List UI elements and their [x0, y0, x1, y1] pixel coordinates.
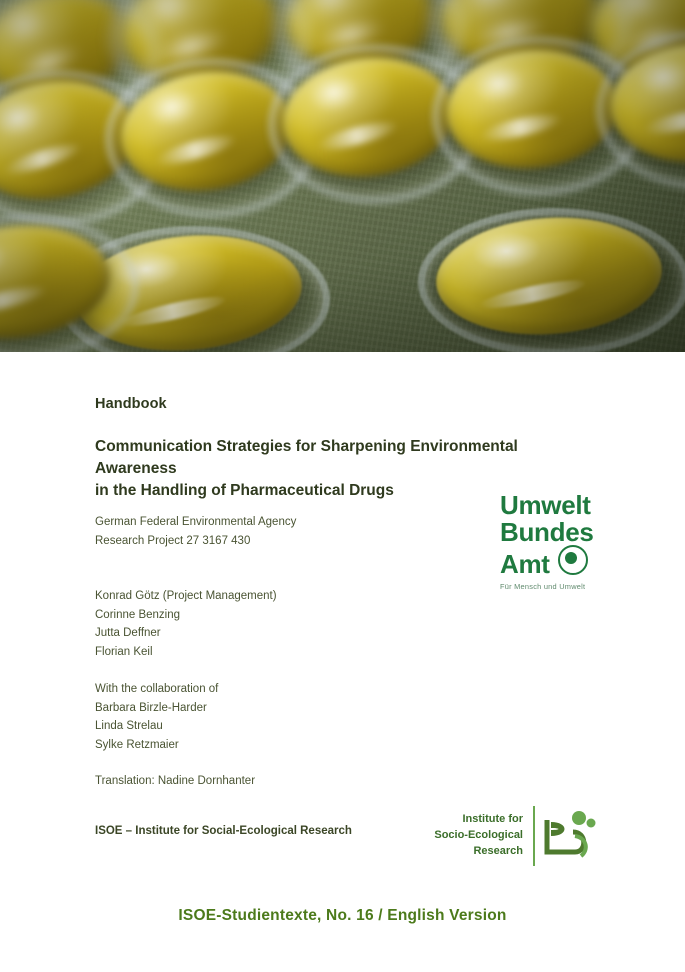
- isoe-logo-line-1: Institute for: [462, 813, 523, 826]
- uba-amt-row: [500, 545, 650, 577]
- collaborator-item: Linda Strelau: [95, 720, 163, 733]
- cover-text-area: [0, 352, 685, 972]
- umweltbundesamt-logo: [500, 492, 650, 591]
- title-line-2: in the Handling of Pharmaceutical Drugs: [95, 482, 394, 499]
- title-line-1: Communication Strategies for Sharpening Environmental Awareness: [95, 438, 518, 477]
- isoe-logo: [415, 804, 605, 868]
- collaboration-heading: With the collaboration of: [95, 683, 219, 695]
- photo-vignette: [0, 0, 685, 352]
- author-item: Florian Keil: [95, 645, 153, 658]
- collaborator-item: Barbara Birzle-Harder: [95, 701, 207, 714]
- uba-tagline: Für Mensch und Umwelt: [500, 582, 586, 592]
- uba-word-amt: Amt: [500, 548, 550, 579]
- author-list: [95, 587, 455, 662]
- cover-photo: [0, 0, 685, 352]
- author-item: Konrad Götz (Project Management): [95, 590, 277, 602]
- uba-word-umwelt: Umwelt: [500, 490, 591, 520]
- collaborator-list: [95, 680, 455, 755]
- translation-credit: Translation: Nadine Dornhanter: [95, 775, 256, 787]
- document-kind-label: Handbook: [95, 396, 167, 412]
- series-line: ISOE-Studientexte, No. 16 / English Version: [178, 907, 507, 924]
- uba-word-bundes: Bundes: [500, 516, 594, 547]
- author-item: Corinne Benzing: [95, 608, 181, 621]
- isoe-logo-line-3: Research: [473, 844, 523, 857]
- agency-name: German Federal Environmental Agency: [95, 516, 297, 528]
- isoe-emblem-icon: [533, 806, 601, 866]
- author-item: Jutta Deffner: [95, 627, 161, 640]
- research-project-number: Research Project 27 3167 430: [95, 534, 251, 547]
- collaborator-item: Sylke Retzmaier: [95, 738, 179, 751]
- uba-circle-icon: [558, 545, 588, 575]
- publishing-institute: ISOE – Institute for Social-Ecological Research: [95, 825, 352, 837]
- commissioning-agency: [95, 513, 455, 550]
- isoe-logo-line-2: Socio-Ecological: [434, 829, 523, 842]
- isoe-logo-text: [415, 812, 523, 860]
